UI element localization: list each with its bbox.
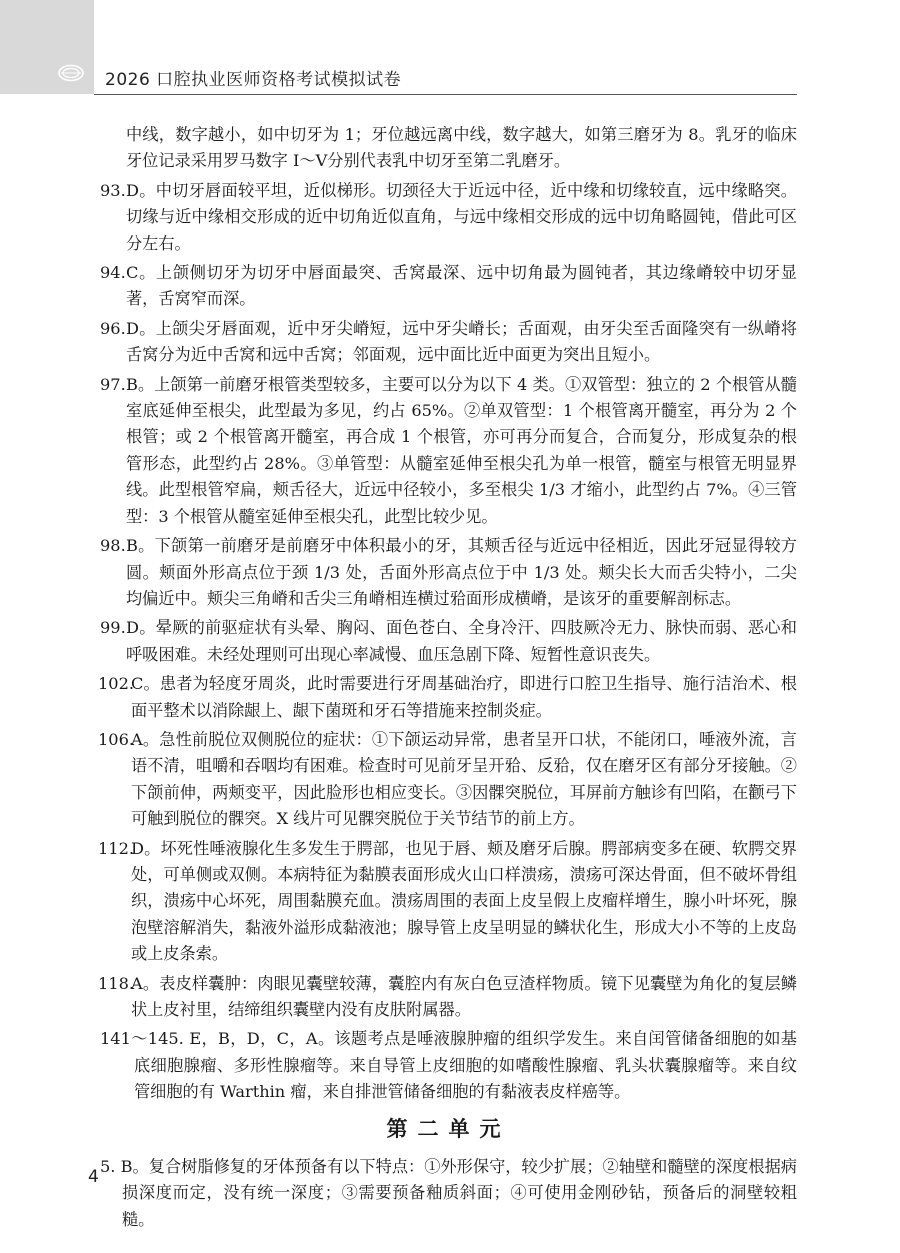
- answer-text: D。坏死性唾液腺化生多发生于腭部，也见于唇、颊及磨牙后腺。腭部病变多在硬、软腭交界处，可单侧或双侧。本病特征为黏膜表面形成火山口样溃疡，溃疡可深达骨面，但不破坏骨组织，溃疡中心坏死，周围黏膜充血。溃疡周围的表面上皮呈假上皮瘤样增生，腺小叶坏死，腺泡壁溶解消失，黏液外溢形成黏液池；腺导管上皮呈明显的鳞状化生，形成大小不等的上皮岛或上皮条索。: [131, 838, 797, 964]
- answer-item: [100, 971, 797, 1024]
- answer-number: 99.: [100, 618, 126, 638]
- answer-text: A。急性前脱位双侧脱位的症状：①下颌运动异常，患者呈开口状，不能闭口，唾液外流，言语不清，咀嚼和吞咽均有困难。检查时可见前牙呈开𬌗、反𬌗，仅在磨牙区有部分牙接触。②下颌前伸，两颊变平，因此脸形也相应变长。③因髁突脱位，耳屏前方触诊有凹陷，在颧弓下可触到脱位的髁突。X 线片可见髁突脱位于关节结节的前上方。: [131, 729, 797, 829]
- answer-item: [100, 615, 797, 668]
- answer-number: 106.: [98, 729, 135, 749]
- answer-item: [100, 836, 797, 968]
- answer-item: 中线，数字越小，如中切牙为 1；牙位越远离中线，数字越大，如第三磨牙为 8。乳牙的临床牙位记录采用罗马数字 Ⅰ～Ⅴ分别代表乳中切牙至第二乳磨牙。: [126, 125, 797, 171]
- answer-number: 94.: [100, 263, 126, 283]
- answer-text: D。上颌尖牙唇面观，近中牙尖嵴短，远中牙尖嵴长；舌面观，由牙尖至舌面隆突有一纵嵴将舌窝分为近中舌窝和远中舌窝；邻面观，远中面比近中面更为突出且短小。: [126, 318, 797, 365]
- page-number: 4: [88, 1167, 99, 1187]
- answer-text: B。上颌第一前磨牙根管类型较多，主要可以分为以下 4 类。①双管型：独立的 2 个根管从髓室底延伸至根尖，此型最为多见，约占 65%。②单双管型：1 个根管离开髓室，再分为 2 个根管；或 2 个根管离开髓室，再合成 1 个根管，亦可再分而复合，合而复分，形成复杂的根管形态，此型约占 28%。③单管型：从髓室延伸至根尖孔为单一根管，髓室与根管无明显界线。此型根管窄扁，颊舌径大，近远中径较小，多至根尖 1/3 才缩小，此型约占 7%。④三管型：3 个根管从髓室延伸至根尖孔，此型比较少见。: [126, 374, 797, 526]
- answer-item: [100, 533, 797, 612]
- answer-number: 112.: [98, 838, 135, 858]
- answer-number: 118.: [98, 973, 135, 993]
- answer-item: [100, 671, 797, 724]
- publisher-logo-icon: [58, 64, 84, 82]
- answer-text: C。患者为轻度牙周炎，此时需要进行牙周基础治疗，即进行口腔卫生指导、施行洁治术、根面平整术以消除龈上、龈下菌斑和牙石等措施来控制炎症。: [131, 674, 797, 720]
- section-title: 第二单元: [386, 1116, 511, 1141]
- answer-text: B。复合树脂修复的牙体预备有以下特点：①外形保守，较少扩展；②轴壁和髓壁的深度根据病损深度而定，没有统一深度；③需要预备釉质斜面；④可使用金刚砂钻，预备后的洞壁较粗糙。: [120, 1157, 797, 1229]
- answer-number: 5.: [100, 1157, 116, 1177]
- answer-number: 97.: [100, 374, 126, 394]
- answer-number: 141～145.: [100, 1029, 184, 1049]
- answer-text: B。下颌第一前磨牙是前磨牙中体积最小的牙，其颊舌径与近远中径相近，因此牙冠显得较方圆。颊面外形高点位于颈 1/3 处，舌面外形高点位于中 1/3 处。颊尖长大而舌尖特小，二尖均偏近中。颊尖三角嵴和舌尖三角嵴相连横过𬌗面形成横嵴，是该牙的重要解剖标志。: [126, 536, 797, 608]
- answer-item: [100, 260, 797, 313]
- answer-explanations: [100, 122, 797, 1236]
- answer-number: 98.: [100, 536, 126, 556]
- answer-text: D。晕厥的前驱症状有头晕、胸闷、面色苍白、全身冷汗、四肢厥冷无力、脉快而弱、恶心和呼吸困难。未经处理则可出现心率减慢、血压急剧下降、短暂性意识丧失。: [126, 618, 797, 664]
- answer-item: [100, 1026, 797, 1105]
- answer-text: E，B，D，C，A。该题考点是唾液腺肿瘤的组织学发生。来自闰管储备细胞的如基底细胞腺瘤、多形性腺瘤等。来自导管上皮细胞的如嗜酸性腺瘤、乳头状囊腺瘤等。来自纹管细胞的有 Warthin 瘤，来自排泄管储备细胞的有黏液表皮样癌等。: [134, 1029, 797, 1102]
- answer-number: 96.: [100, 318, 126, 338]
- answer-number: 93.: [100, 180, 126, 200]
- answer-text: D。中切牙唇面较平坦，近似梯形。切颈径大于近远中径，近中缘和切缘较直，远中缘略突。切缘与近中缘相交形成的近中切角近似直角，与远中缘相交形成的远中切角略圆钝，借此可区分左右。: [126, 180, 797, 253]
- answer-text: A。表皮样囊肿：肉眼见囊壁较薄，囊腔内有灰白色豆渣样物质。镜下见囊壁为角化的复层鳞状上皮衬里，结缔组织囊壁内没有皮肤附属器。: [131, 973, 797, 1019]
- answer-item: [100, 372, 797, 530]
- answer-item: [100, 316, 797, 369]
- running-header-title: 2026 口腔执业医师资格考试模拟试卷: [105, 70, 402, 90]
- answer-text: C。上颌侧切牙为切牙中唇面最突、舌窝最深、远中切角最为圆钝者，其边缘嵴较中切牙显著，舌窝窄而深。: [126, 263, 797, 309]
- answer-item: [100, 178, 797, 257]
- answer-item: [100, 1154, 797, 1233]
- header-rule: [94, 94, 797, 95]
- answer-item: [100, 727, 797, 833]
- answer-number: 102.: [98, 674, 135, 694]
